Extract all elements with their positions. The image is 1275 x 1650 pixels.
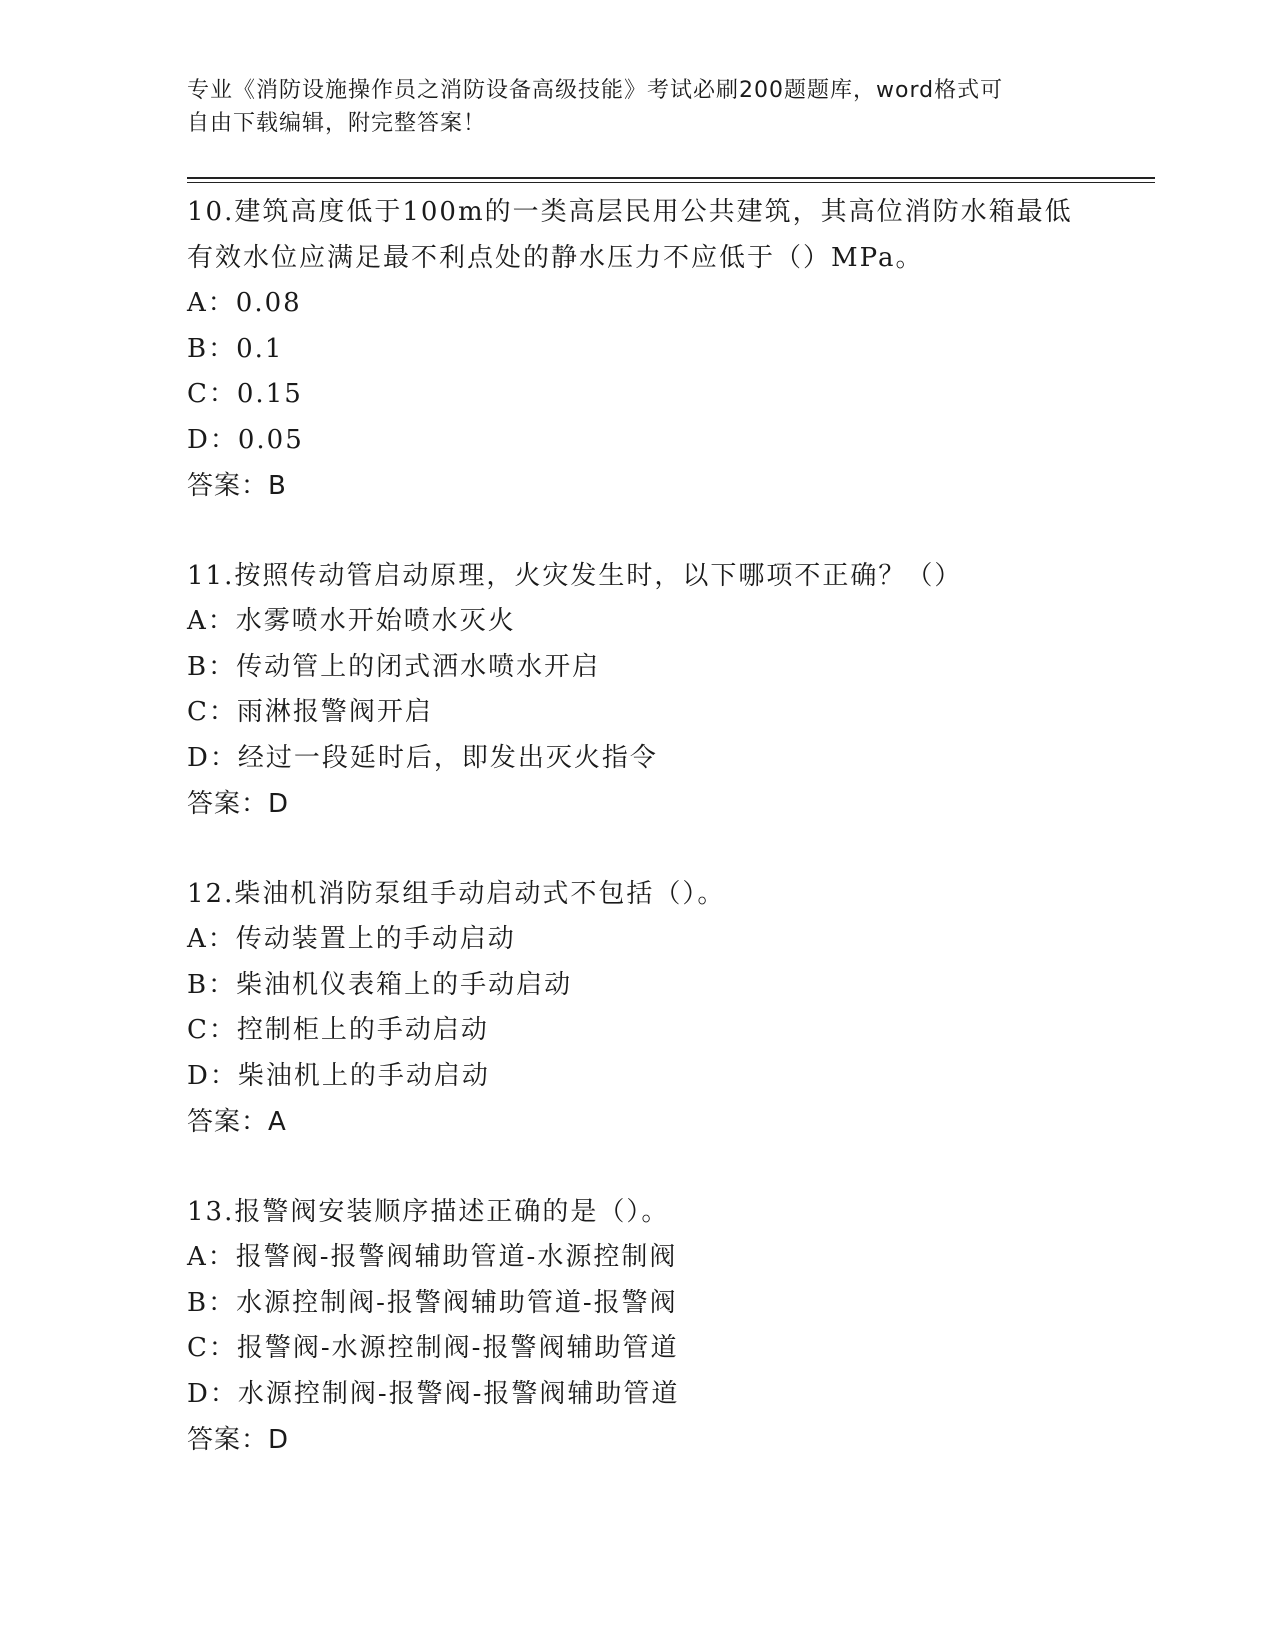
question-stem: 10.建筑高度低于100m的一类高层民用公共建筑，其高位消防水箱最低有效水位应满足最不利点处的静水压力不应低于（）MPa。 xyxy=(187,197,1073,273)
question-list xyxy=(187,189,1087,1507)
option-d: D：0.05 xyxy=(187,424,304,455)
answer: 答案：D xyxy=(187,789,290,819)
option-b: B：传动管上的闭式洒水喷水开启 xyxy=(187,651,601,682)
option-d: D：水源控制阀-报警阀-报警阀辅助管道 xyxy=(187,1378,680,1409)
option-c: C：雨淋报警阀开启 xyxy=(187,697,433,727)
option-b: B：0.1 xyxy=(187,333,284,364)
option-d: D：经过一段延时后，即发出灭火指令 xyxy=(187,742,658,773)
header-title-line-2: 自由下载编辑，附完整答案！ xyxy=(187,111,487,136)
option-a: A：传动装置上的手动启动 xyxy=(187,924,516,954)
question-stem: 11.按照传动管启动原理，火灾发生时，以下哪项不正确？（） xyxy=(187,561,963,591)
answer: 答案：A xyxy=(187,1107,287,1137)
question-stem: 12.柴油机消防泵组手动启动式不包括（）。 xyxy=(187,879,726,909)
answer: 答案：D xyxy=(187,1425,290,1455)
question-11 xyxy=(187,553,1087,827)
question-stem: 13.报警阀安装顺序描述正确的是（）。 xyxy=(187,1197,670,1227)
option-b: B：水源控制阀-报警阀辅助管道-报警阀 xyxy=(187,1287,678,1318)
option-c: C：控制柜上的手动启动 xyxy=(187,1015,489,1045)
document-header xyxy=(187,74,1067,140)
option-a: A：水雾喷水开始喷水灭火 xyxy=(187,606,516,636)
option-a: A：报警阀-报警阀辅助管道-水源控制阀 xyxy=(187,1242,678,1272)
option-c: C：报警阀-水源控制阀-报警阀辅助管道 xyxy=(187,1333,679,1363)
option-b: B：柴油机仪表箱上的手动启动 xyxy=(187,969,573,1000)
option-a: A：0.08 xyxy=(187,288,302,318)
question-10 xyxy=(187,189,1087,509)
option-c: C：0.15 xyxy=(187,379,303,409)
header-divider xyxy=(187,177,1155,183)
question-12 xyxy=(187,871,1087,1145)
header-title-line-1: 专业《消防设施操作员之消防设备高级技能》考试必刷200题题库，word格式可 xyxy=(187,78,1004,103)
option-d: D：柴油机上的手动启动 xyxy=(187,1060,490,1091)
answer: 答案：B xyxy=(187,471,287,501)
question-13 xyxy=(187,1189,1087,1463)
